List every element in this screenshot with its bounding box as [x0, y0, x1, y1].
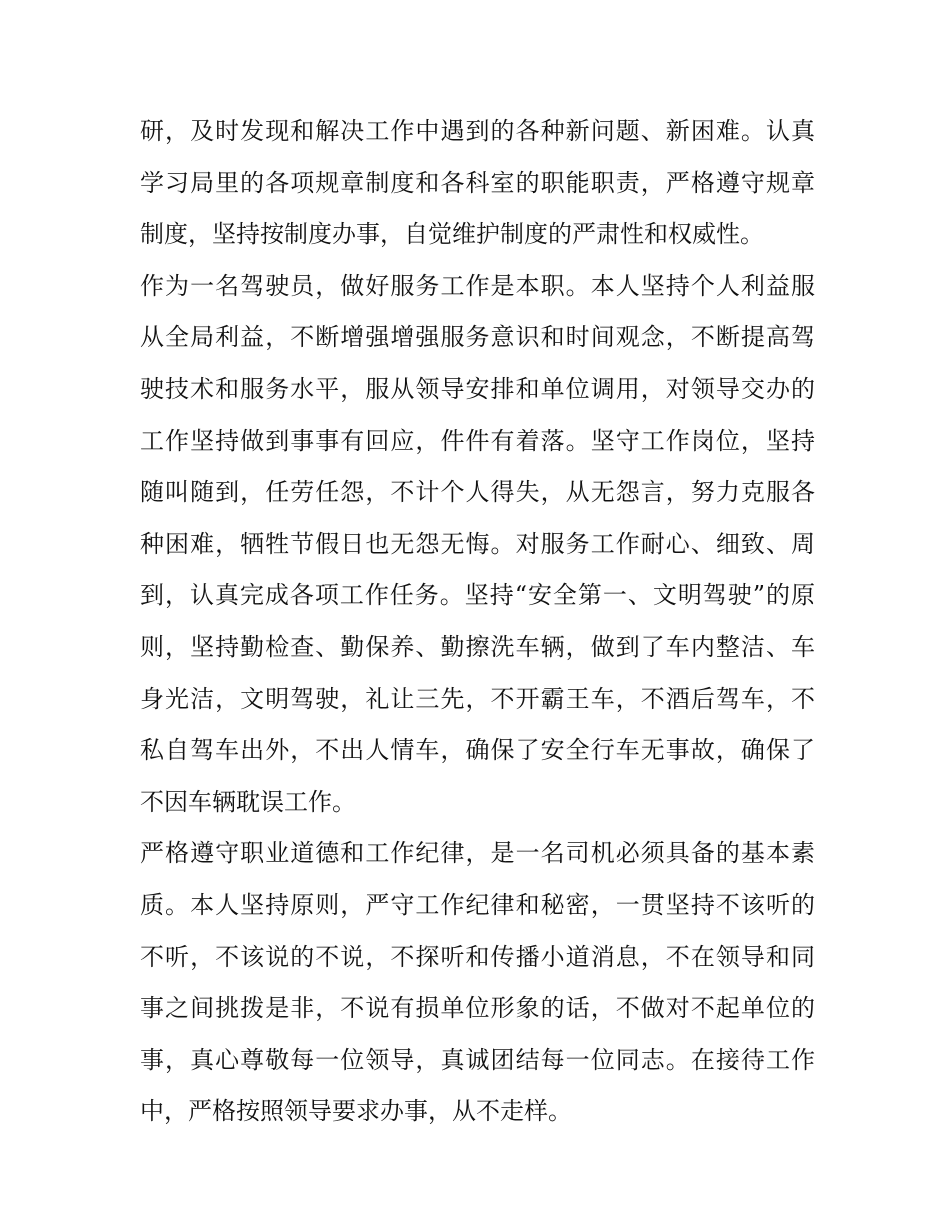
text-line: 严格遵守职业道德和工作纪律，是一名司机必须具备的基本素	[140, 839, 815, 868]
paragraph	[140, 106, 815, 261]
text-line: 质。本人坚持原则，严守工作纪律和秘密，一贯坚持不该听的	[140, 890, 815, 919]
text-line: 不听，不该说的不说，不探听和传播小道消息，不在领导和同	[140, 942, 815, 971]
text-line: 制度，坚持按制度办事，自觉维护制度的严肃性和权威性。	[140, 220, 764, 249]
paragraph	[140, 828, 815, 1138]
text-line: 随叫随到，任劳任怨，不计个人得失，从无怨言，努力克服各	[140, 478, 815, 507]
text-line: 事之间挑拨是非，不说有损单位形象的话，不做对不起单位的	[140, 994, 815, 1023]
text-line: 身光洁，文明驾驶，礼让三先，不开霸王车，不酒后驾车，不	[140, 684, 815, 713]
text-line: 驶技术和服务水平，服从领导安排和单位调用，对领导交办的	[140, 374, 815, 403]
text-line: 中，严格按照领导要求办事，从不走样。	[140, 1097, 572, 1126]
text-line: 到，认真完成各项工作任务。坚持“安全第一、文明驾驶”的原	[140, 581, 815, 610]
document-body	[140, 106, 815, 1138]
text-line: 不因车辆耽误工作。	[140, 787, 356, 816]
text-line: 研，及时发现和解决工作中遇到的各种新问题、新困难。认真	[140, 117, 815, 145]
text-line: 则，坚持勤检查、勤保养、勤擦洗车辆，做到了车内整洁、车	[140, 632, 815, 661]
text-line: 作为一名驾驶员，做好服务工作是本职。本人坚持个人利益服	[140, 271, 815, 300]
text-line: 学习局里的各项规章制度和各科室的职能职责，严格遵守规章	[140, 168, 815, 197]
text-line: 私自驾车出外，不出人情车，确保了安全行车无事故，确保了	[140, 736, 815, 765]
paragraph	[140, 261, 815, 829]
text-line: 事，真心尊敬每一位领导，真诚团结每一位同志。在接待工作	[140, 1045, 815, 1074]
text-line: 从全局利益，不断增强增强服务意识和时间观念，不断提高驾	[140, 323, 815, 352]
text-line: 工作坚持做到事事有回应，件件有着落。坚守工作岗位，坚持	[140, 426, 815, 455]
text-line: 种困难，牺牲节假日也无怨无悔。对服务工作耐心、细致、周	[140, 529, 815, 558]
